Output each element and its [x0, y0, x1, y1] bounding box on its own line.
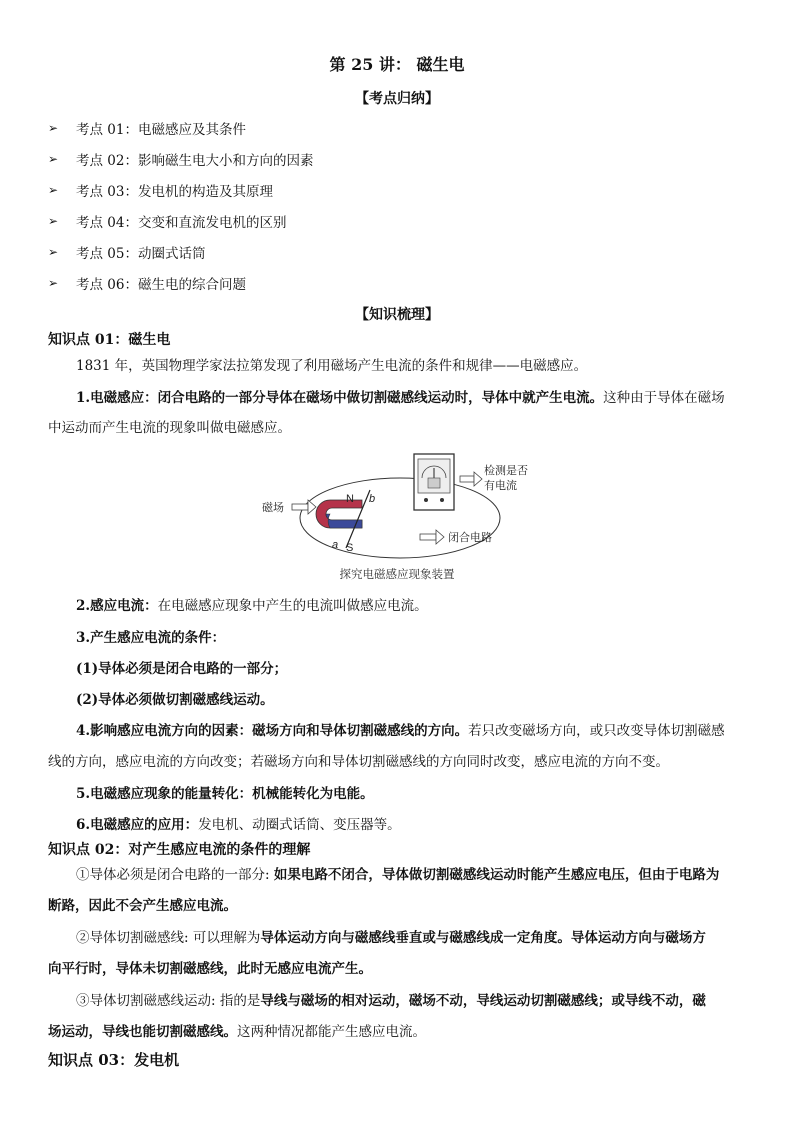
detect-label-line1: 检测是否: [484, 465, 528, 477]
kp2-heading: 知识点 02：对产生感应电流的条件的理解: [48, 842, 311, 858]
kaodian-item: [48, 273, 246, 293]
kp2-c3-lead: ③导体切割磁感线运动: 指的是: [76, 993, 261, 1009]
kp1-paragraph-6: [76, 815, 748, 835]
kp1-p6-bold: 6.电磁感应的应用：: [76, 817, 199, 833]
kaodian-item: [48, 118, 246, 138]
kp1-p4-bold: 4.影响感应电流方向的因素：磁场方向和导体切割磁感线的方向。: [76, 723, 469, 739]
kaodian-item: [48, 180, 273, 200]
kp1-p2-rest: 在电磁感应现象中产生的电流叫做感应电流。: [157, 598, 428, 614]
kp1-condition-2: (2)导体必须做切割磁感线运动。: [76, 692, 274, 708]
galvanometer-icon: [414, 454, 454, 510]
kp1-p2-bold: 2.感应电流：: [76, 598, 158, 614]
kaodian-item-label: 考点 02：影响磁生电大小和方向的因素: [76, 153, 314, 169]
kp1-p6-rest: 发电机、动圈式话筒、变压器等。: [198, 817, 401, 833]
kaodian-item-label: 考点 04：交变和直流发电机的区别: [76, 215, 287, 231]
kp2-c1-lead: ①导体必须是闭合电路的一部分:: [76, 867, 274, 883]
kp1-paragraph-3: 3.产生感应电流的条件：: [76, 630, 226, 646]
kp2-c3-tail: 这两种情况都能产生感应电流。: [237, 1024, 426, 1040]
closed-circuit-wire: [300, 478, 500, 558]
kaodian-item: [48, 149, 313, 169]
kp2-point-2-continued: 向平行时，导体未切割磁感线，此时无感应电流产生。: [48, 961, 372, 977]
circuit-arrow-icon: [420, 530, 444, 544]
kaodian-item-label: 考点 01：电磁感应及其条件: [76, 122, 246, 138]
kp3-heading: 知识点 03：发电机: [48, 1051, 180, 1069]
kp1-p1-bold: 1.电磁感应：闭合电路的一部分导体在磁场中做切割磁感线运动时，导体中就产生电流。: [76, 390, 604, 406]
kp2-point-3: [76, 991, 748, 1011]
arrow-bullet-icon: ➢: [48, 152, 59, 166]
kp2-c3-bold-cont: 场运动，导线也能切割磁感线。: [48, 1024, 237, 1040]
arrow-bullet-icon: ➢: [48, 183, 59, 197]
arrow-bullet-icon: ➢: [48, 121, 59, 135]
point-b-label: b: [369, 493, 376, 505]
kaodian-item: [48, 211, 286, 231]
detect-label-line2: 有电流: [484, 480, 517, 492]
kp2-c1-bold: 如果电路不闭合，导体做切割磁感线运动时能产生感应电压，但由于电路为: [273, 867, 720, 883]
page-title: 第 25 讲： 磁生电: [329, 55, 465, 74]
kp2-point-2: [76, 928, 748, 948]
kp1-p4-continued: 线的方向，感应电流的方向改变；若磁场方向和导体切割磁感线的方向同时改变，感应电流的方向不变。: [48, 754, 669, 770]
kaodian-item-label: 考点 03：发电机的构造及其原理: [76, 184, 273, 200]
arrow-bullet-icon: ➢: [48, 214, 59, 228]
kp2-c3-bold: 导线与磁场的相对运动，磁场不动，导线运动切割磁感线；或导线不动，磁: [260, 993, 706, 1009]
arrow-bullet-icon: ➢: [48, 245, 59, 259]
kaodian-header: 【考点归纳】: [355, 91, 439, 107]
kp2-point-3-continued: [48, 1022, 748, 1042]
point-a-label: a: [332, 539, 339, 551]
kp1-condition-1: (1)导体必须是闭合电路的一部分；: [76, 661, 288, 677]
pole-n-label: N: [346, 493, 354, 505]
kp2-point-1-continued: 断路，因此不会产生感应电流。: [48, 898, 237, 914]
detect-arrow-icon: [460, 472, 482, 486]
kaodian-item-label: 考点 05：动圈式话筒: [76, 246, 206, 262]
kp2-point-1: [76, 865, 748, 885]
kp1-paragraph-2: [76, 596, 748, 616]
figure-caption: 探究电磁感应现象装置: [339, 569, 455, 581]
kp1-heading: 知识点 01：磁生电: [48, 332, 171, 348]
kaodian-item-label: 考点 06：磁生电的综合问题: [76, 277, 246, 293]
kp2-c2-lead: ②导体切割磁感线: 可以理解为: [76, 930, 261, 946]
pole-s-label: S: [346, 542, 354, 554]
kp1-p1-continued: 中运动而产生电流的现象叫做电磁感应。: [48, 420, 291, 436]
kp1-intro: 1831 年，英国物理学家法拉第发现了利用磁场产生电流的条件和规律——电磁感应。: [76, 358, 588, 374]
kaodian-item: [48, 242, 205, 262]
arrow-bullet-icon: ➢: [48, 276, 59, 290]
kp1-paragraph-1: [76, 388, 748, 408]
kp1-paragraph-4: [76, 721, 748, 741]
induction-apparatus-figure: [250, 448, 550, 583]
magnet-arrow-icon: [292, 500, 316, 514]
kp1-paragraph-5: 5.电磁感应现象的能量转化：机械能转化为电能。: [76, 786, 374, 802]
magnet-label: 磁场: [262, 502, 284, 514]
kp2-c2-bold: 导体运动方向与磁感线垂直或与磁感线成一定角度。导体运动方向与磁场方: [260, 930, 706, 946]
kp1-p4-rest: 若只改变磁场方向，或只改变导体切割磁感: [468, 723, 725, 739]
zhishi-header: 【知识梳理】: [355, 307, 439, 323]
kp1-p1-rest: 这种由于导体在磁场: [603, 390, 725, 406]
circuit-label: 闭合电路: [448, 532, 492, 544]
horseshoe-magnet-icon: [316, 500, 362, 528]
